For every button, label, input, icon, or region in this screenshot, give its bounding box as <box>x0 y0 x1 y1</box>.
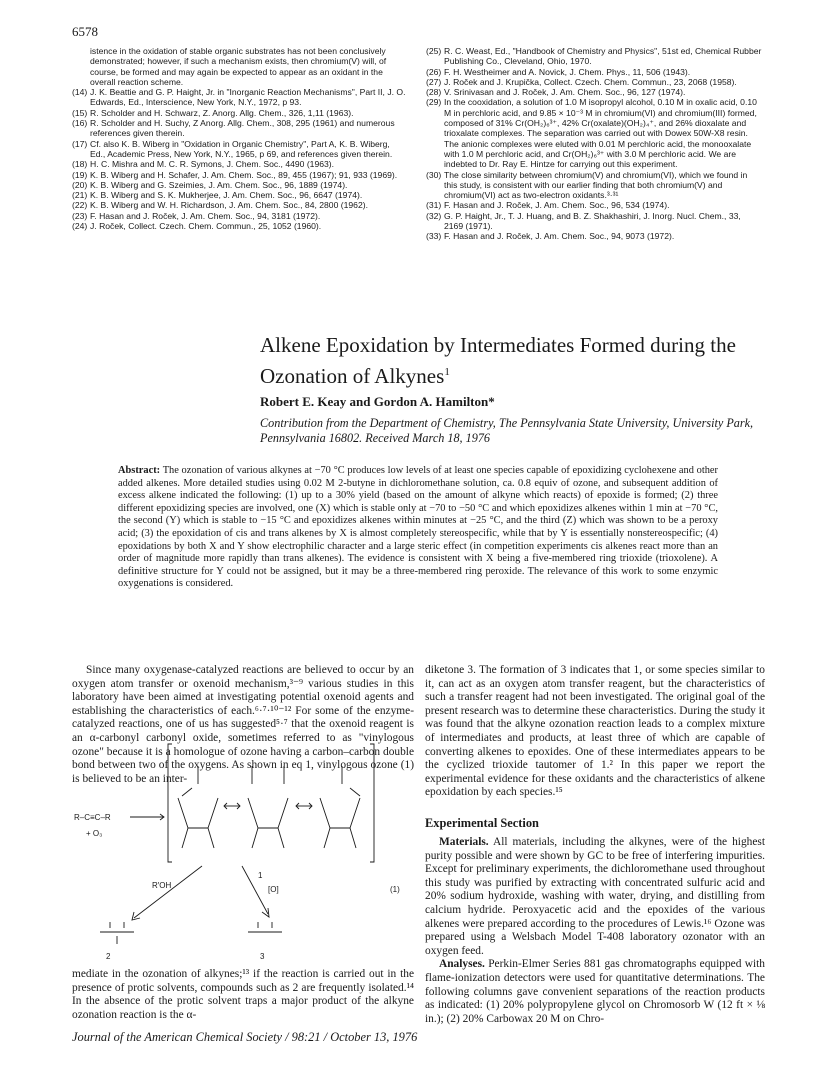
reaction-scheme <box>72 736 414 966</box>
reference-item <box>426 231 762 241</box>
abstract <box>118 465 718 591</box>
reference-number: (27) <box>426 76 442 87</box>
reference-item <box>72 108 406 118</box>
reference-text: Cf. also K. B. Wiberg in "Oxidation in Organic Chemistry", Part A, K. B. Wiberg, Ed., Academic Press, New York, N.Y., 1965, p 69, and references given therein. <box>90 138 393 159</box>
bracket-right <box>370 744 374 862</box>
reference-number: (21) <box>72 190 88 201</box>
reference-number: (20) <box>72 179 88 190</box>
abstract-text: The ozonation of various alkynes at −70 °C produces low levels of at least one species capable of epoxidizing cyclohexene and other added alkenes. More detailed studies using 0.02 M 2-butyne in dichloromethane solution, ca. 0.8 equiv of ozone, and subsequent addition of excess alkene indicated the following: (1) up to a 30% yield (based on the amount of alkyne which reacts) of epoxide is formed; (2) three different epoxidizing species are involved, one (X) which is stable only at −70 to −50 °C and which epoxidizes alkenes within 1 min at −70 °C, the second (Y) which is stable to −15 °C and epoxidizes alkenes within minutes at −25 °C, and the third (Z) which was shown to be a peroxy acid; (3) the epoxidation of cis and trans alkenes by X is almost completely stereospecific, while that by Y is essentially nonstereospecific; (4) epoxidations by both X and Y show electrophilic character and a large steric effect (in competition experiments cis alkenes react more than an order of magnitude more rapidly than trans alkenes). The evidence is consistent with X being a five-membered ring trioxide (trioxolene). A definitive structure for Y could not be assigned, but it may be a three-membered ring peroxide. The relevance of this work to some enzymic oxygenations is considered. <box>118 465 718 590</box>
arrow-to-3 <box>242 866 268 914</box>
bracket-left <box>168 744 172 862</box>
reference-item <box>72 190 406 200</box>
reference-item <box>72 200 406 210</box>
intro-paragraph-right: diketone 3. The formation of 3 indicates that 1, or some species similar to it, can act as an oxygen atom transfer reagent, but the characteristics of such a transfer reagent had not been investigated. The original goal of the present research was to determine these characteristics. During the study it was found that the alkyne ozonation reaction leads to a complex mixture of intermediates and products, at least three of which are capable of converting alkenes to epoxides. One of these intermediates appears to be the cyclized trioxide tautomer of 1.² In this paper we report the experimental evidence for these oxidants and the characteristics of alkene epoxidation by each species.¹⁵ <box>425 664 766 799</box>
reactant-label: R–C≡C–R <box>74 813 111 822</box>
reference-item <box>426 97 762 169</box>
reference-number: (30) <box>426 169 442 180</box>
reference-text: R. Scholder and H. Schwarz, Z. Anorg. Allg. Chem., 326, 1,11 (1963). <box>90 107 354 118</box>
compound-2-label: 2 <box>106 952 111 961</box>
reference-number: (22) <box>72 200 88 211</box>
experimental-text <box>425 836 765 1026</box>
reference-number: (26) <box>426 66 442 77</box>
references-right <box>426 46 762 242</box>
materials-label: Materials. <box>439 836 489 848</box>
reference-text: J. Roček, Collect. Czech. Chem. Commun., 25, 1052 (1960). <box>90 221 322 232</box>
reference-item <box>72 87 406 108</box>
reference-text: K. B. Wiberg and W. H. Richardson, J. Am. Chem. Soc., 84, 2800 (1962). <box>90 200 368 211</box>
section-heading: Experimental Section <box>425 816 539 830</box>
reference-number: (28) <box>426 87 442 98</box>
reference-item <box>72 139 406 160</box>
affiliation: Contribution from the Department of Chemistry, The Pennsylvania State University, University Park, Pennsylvania 16802. Received March 18, 1976 <box>260 416 754 445</box>
authors: Robert E. Keay and Gordon A. Hamilton* <box>260 394 495 409</box>
references-left <box>72 46 406 231</box>
reference-text: The close similarity between chromium(V) and chromium(VI), which we found in this study, is consistent with our earlier finding that both chromium(V) and chromium(VI) act as two-electron oxidants.³·³¹ <box>444 169 748 201</box>
reference-text: V. Srinivasan and J. Roček, J. Am. Chem. Soc., 96, 127 (1974). <box>444 87 686 98</box>
reference-number: (18) <box>72 159 88 170</box>
reference-text: K. B. Wiberg and H. Schafer, J. Am. Chem. Soc., 89, 455 (1967); 91, 933 (1969). <box>90 169 398 180</box>
reference-number: (32) <box>426 210 442 221</box>
reference-text: G. P. Haight, Jr., T. J. Huang, and B. Z. Shakhashiri, J. Inorg. Nucl. Chem., 33, 2169 (1971). <box>444 210 741 232</box>
reference-item <box>426 46 762 67</box>
oxidant-label: [O] <box>268 885 279 894</box>
reference-item <box>426 170 762 201</box>
abstract-label: Abstract: <box>118 465 161 476</box>
reference-text: J. K. Beattie and G. P. Haight, Jr. in "Inorganic Reaction Mechanisms", Part II, J. O. Edwards, Ed., Interscience, New York, N.Y., 1972, p 93. <box>90 87 406 108</box>
reference-item <box>426 67 762 77</box>
reference-text: R. C. Weast, Ed., "Handbook of Chemistry and Physics", 51st ed, Chemical Rubber Publishing Co., Cleveland, Ohio, 1970. <box>444 46 762 67</box>
reference-number: (17) <box>72 138 88 149</box>
reference-text: R. Scholder and H. Suchy, Z Anorg. Allg. Chem., 308, 295 (1961) and numerous references given therein. <box>90 118 395 139</box>
reference-item <box>72 180 406 190</box>
arrow-to-2 <box>134 866 202 918</box>
reference-number <box>72 46 90 87</box>
reference-item <box>426 87 762 97</box>
reference-number: (29) <box>426 97 442 108</box>
reference-text: H. C. Mishra and M. C. R. Symons, J. Chem. Soc., 4490 (1963). <box>90 159 335 170</box>
materials-text: All materials, including the alkynes, were of the highest purity possible and were shown by GC to be free of interfering impurities. Except for preliminary experiments, the dichloromethane used throughout this study was purified by extracting with concentrated sulfuric acid and 20% sodium hydroxide, washing with water, drying, and distilling from calcium hydride. Peroxyacetic acid and the epoxides of the various alkenes were prepared according to the procedures of Lewis.¹⁶ Ozone was prepared using a Welsbach Model T-408 laboratory ozonator with an oxygen feed. <box>425 836 765 957</box>
reference-text: F. Hasan and J. Roček, J. Am. Chem. Soc., 96, 534 (1974). <box>444 200 670 211</box>
reference-text: In the cooxidation, a solution of 1.0 M isopropyl alcohol, 0.10 M in oxalic acid, 0.10 M in perchloric acid, and 9.85 × 10⁻³ M in chromium(VI) and chromium(III) formed, composed of 31% Cr(OH₂)₆³⁺, 42% Cr(oxalate)(OH₂)₄⁺, and 26% dioxalate and trioxalate complexes. The separation was carried out with Dowex 50W-X8 resin. The anionic complexes were eluted with 0.01 M perchloric acid, the monooxalate with 1.0 M perchloric acid, and Cr(OH₂)₆³⁺ with 3.0 M perchloric acid. We are indebted to Dr. Ray E. Hintze for carrying out this experiment. <box>444 97 757 170</box>
reference-number: (33) <box>426 231 442 242</box>
compound-3-label: 3 <box>260 952 265 961</box>
reference-item <box>426 211 762 232</box>
reference-item <box>72 211 406 221</box>
reference-item <box>72 170 406 180</box>
reference-text: F. Hasan and J. Roček, J. Am. Chem. Soc., 94, 9073 (1972). <box>444 231 675 242</box>
reference-number: (25) <box>426 46 442 56</box>
reference-item <box>426 77 762 87</box>
reference-item <box>72 221 406 231</box>
reference-item <box>426 200 762 210</box>
analyses-text: Perkin-Elmer Series 881 gas chromatographs equipped with flame-ionization detectors were used for quantitative determinations. The following columns gave convenient separations of the reaction products as indicated: (1) 20% polypropylene glycol on Chromosorb W (12 ft × ⅛ in.); (2) 20% Carbowax 20 M on Chro- <box>425 958 765 1025</box>
reference-text: K. B. Wiberg and S. K. Mukherjee, J. Am. Chem. Soc., 96, 6647 (1974). <box>90 190 363 201</box>
reference-number: (16) <box>72 118 88 129</box>
ozone-label: + O₃ <box>86 829 103 838</box>
reference-text: F. H. Westheimer and A. Novick, J. Chem. Phys., 11, 506 (1943). <box>444 66 691 77</box>
reference-number: (19) <box>72 169 88 180</box>
reference-number: (15) <box>72 107 88 118</box>
reference-item <box>72 159 406 169</box>
article-title: Alkene Epoxidation by Intermediates Formed during the Ozonation of Alkynes$^1$ <box>260 333 736 388</box>
reference-text: J. Roček and J. Krupička, Collect. Czech. Chem. Commun., 23, 2068 (1958). <box>444 76 737 87</box>
reference-number: (24) <box>72 221 88 232</box>
analyses-label: Analyses. <box>439 958 485 971</box>
equation-number: (1) <box>390 885 400 894</box>
reference-number: (23) <box>72 210 88 221</box>
intro-paragraph-continued: mediate in the ozonation of alkynes;¹³ if the reaction is carried out in the presence of protic solvents, compounds such as 2 are frequently isolated.¹⁴ In the absence of the protic solvent traps a major product of the alkyne ozonation reaction is the α- <box>72 968 414 1021</box>
reference-number: (14) <box>72 87 88 98</box>
compound-1-label: 1 <box>258 871 263 880</box>
page-number: 6578 <box>72 24 98 39</box>
reference-text: istence in the oxidation of stable organic substrates has not been conclusively demonstrated; however, if such a mechanism exists, then chromium(V) will, of course, be formed and may again be expected to appear as an oxidant in the overall reaction scheme. <box>90 46 387 87</box>
title-footnote-mark: 1 <box>444 366 450 378</box>
journal-footer: Journal of the American Chemical Society / 98:21 / October 13, 1976 <box>72 1030 418 1044</box>
reference-text: F. Hasan and J. Roček, J. Am. Chem. Soc., 94, 3181 (1972). <box>90 210 321 221</box>
intro-paragraph: Since many oxygenase-catalyzed reactions are believed to occur by an oxygen atom transfer or oxenoid mechanism,³⁻⁹ various studies in this laboratory have been aimed at investigating potential oxenoid agents and establishing the characteristics of each.⁶·⁷·¹⁰⁻¹² For some of the enzyme-catalyzed reactions, one of us has suggested⁵·⁷ that the oxenoid reagent is an α-carbonyl carbonyl oxide, sometimes referred to as "vinylogous ozone" because it is a homologue of ozone having a carbon–carbon double bond between two of the oxygens. As shown in eq 1, vinylogous ozone (1) is believed to be an inter- <box>72 664 414 785</box>
reference-item <box>72 118 406 139</box>
reference-number: (31) <box>426 200 442 211</box>
roh-label: R′OH <box>152 881 172 890</box>
reference-text: K. B. Wiberg and G. Szeimies, J. Am. Chem. Soc., 96, 1889 (1974). <box>90 179 348 190</box>
reference-item <box>72 46 406 87</box>
